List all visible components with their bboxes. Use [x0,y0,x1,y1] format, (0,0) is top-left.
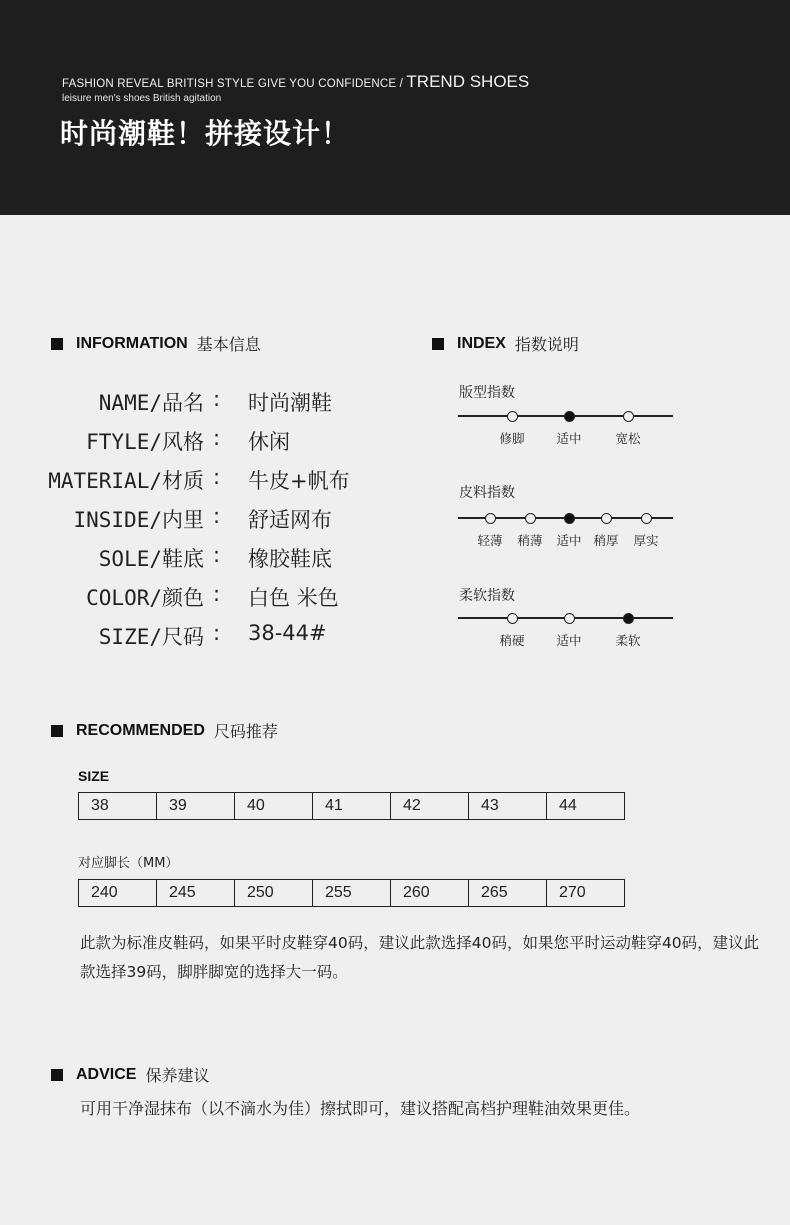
hero-tagline-emphasis: TREND SHOES [406,72,530,91]
option-dot-icon [507,411,518,422]
size-table-title: SIZE [78,768,110,784]
square-bullet-icon [432,338,444,350]
size-cell: 41 [313,793,391,820]
option-dot-icon [507,613,518,624]
recommended-heading-en: RECOMMENDED [76,721,205,739]
info-value: 白色 米色 [248,586,339,610]
info-label: MATERIAL/材质 [48,469,204,493]
information-heading-en: INFORMATION [76,334,188,352]
recommended-heading-cn: 尺码推荐 [213,722,278,741]
info-label: FTYLE/风格 [86,430,204,454]
info-colon: : [213,543,221,567]
hero-tagline-main: FASHION REVEAL BRITISH STYLE GIVE YOU CONFIDENCE / [62,78,407,90]
foot-length-title: 对应脚长（MM） [78,856,179,871]
info-value: 时尚潮鞋 [248,391,332,415]
square-bullet-icon [51,725,63,737]
size-cell: 38 [79,793,157,820]
index-option-label: 稍硬 [499,633,525,648]
info-colon: : [213,582,221,606]
index-option-label: 柔软 [615,633,641,648]
size-cell: 42 [391,793,469,820]
info-colon: : [213,387,221,411]
advice-heading-en: ADVICE [76,1065,137,1083]
information-heading-cn: 基本信息 [196,335,261,354]
info-colon: : [213,465,221,489]
info-value: 38-44# [248,621,327,645]
index-option-label: 宽松 [615,431,641,446]
info-value: 舒适网布 [248,508,332,532]
info-row [0,543,360,573]
info-label: INSIDE/内里 [73,508,204,532]
foot-length-row [79,880,625,907]
advice-text: 可用干净湿抹布（以不滴水为佳）擦拭即可，建议搭配高档护理鞋油效果更佳。 [80,1099,641,1118]
size-table [78,792,625,820]
index-scale-title: 柔软指数 [459,588,515,604]
square-bullet-icon [51,1069,63,1081]
info-colon: : [213,504,221,528]
foot-length-cell: 245 [157,880,235,907]
foot-length-cell: 270 [547,880,625,907]
foot-length-cell: 265 [469,880,547,907]
hero-title: 时尚潮鞋！拼接设计！ [60,117,351,150]
hero-banner [0,0,790,215]
recommended-heading [51,719,278,742]
advice-heading-cn: 保养建议 [145,1066,210,1085]
option-dot-icon [601,513,612,524]
selected-dot-icon [564,513,575,524]
index-option-label: 稍薄 [517,533,543,548]
index-option-label: 稍厚 [593,533,619,548]
index-heading-en: INDEX [457,334,506,352]
size-cell: 44 [547,793,625,820]
index-option-label: 适中 [556,533,582,548]
info-row [0,426,360,456]
info-label: NAME/品名 [98,391,204,415]
size-note: 此款为标准皮鞋码，如果平时皮鞋穿40码，建议此款选择40码，如果您平时运动鞋穿40码，建议此款选择39码，脚胖脚宽的选择大一码。 [80,934,760,981]
information-heading [51,332,261,355]
info-row [0,465,360,495]
option-dot-icon [525,513,536,524]
index-scale-title: 皮料指数 [459,485,515,501]
size-cell: 40 [235,793,313,820]
option-dot-icon [485,513,496,524]
index-scale-title: 版型指数 [459,385,515,401]
foot-length-cell: 255 [313,880,391,907]
info-value: 牛皮+帆布 [248,469,350,493]
advice-heading [51,1063,209,1086]
hero-tagline [62,72,529,92]
foot-length-cell: 250 [235,880,313,907]
index-option-label: 厚实 [633,533,659,548]
index-heading [432,332,579,355]
info-row [0,582,360,612]
foot-length-cell: 260 [391,880,469,907]
info-label: COLOR/颜色 [86,586,204,610]
option-dot-icon [564,613,575,624]
info-label: SOLE/鞋底 [98,547,204,571]
option-dot-icon [641,513,652,524]
foot-length-table [78,879,625,907]
index-option-label: 适中 [556,431,582,446]
size-cell: 39 [157,793,235,820]
selected-dot-icon [564,411,575,422]
foot-length-cell: 240 [79,880,157,907]
info-row [0,504,360,534]
index-option-label: 适中 [556,633,582,648]
info-colon: : [213,426,221,450]
selected-dot-icon [623,613,634,624]
info-row [0,621,360,651]
info-label: SIZE/尺码 [98,625,204,649]
size-row [79,793,625,820]
option-dot-icon [623,411,634,422]
hero-subline: leisure men's shoes British agitation [62,93,222,104]
info-row [0,387,360,417]
info-value: 休闲 [248,430,290,454]
index-option-label: 轻薄 [477,533,503,548]
square-bullet-icon [51,338,63,350]
index-heading-cn: 指数说明 [514,335,579,354]
info-value: 橡胶鞋底 [248,547,332,571]
info-colon: : [213,621,221,645]
size-cell: 43 [469,793,547,820]
index-option-label: 修脚 [499,431,525,446]
